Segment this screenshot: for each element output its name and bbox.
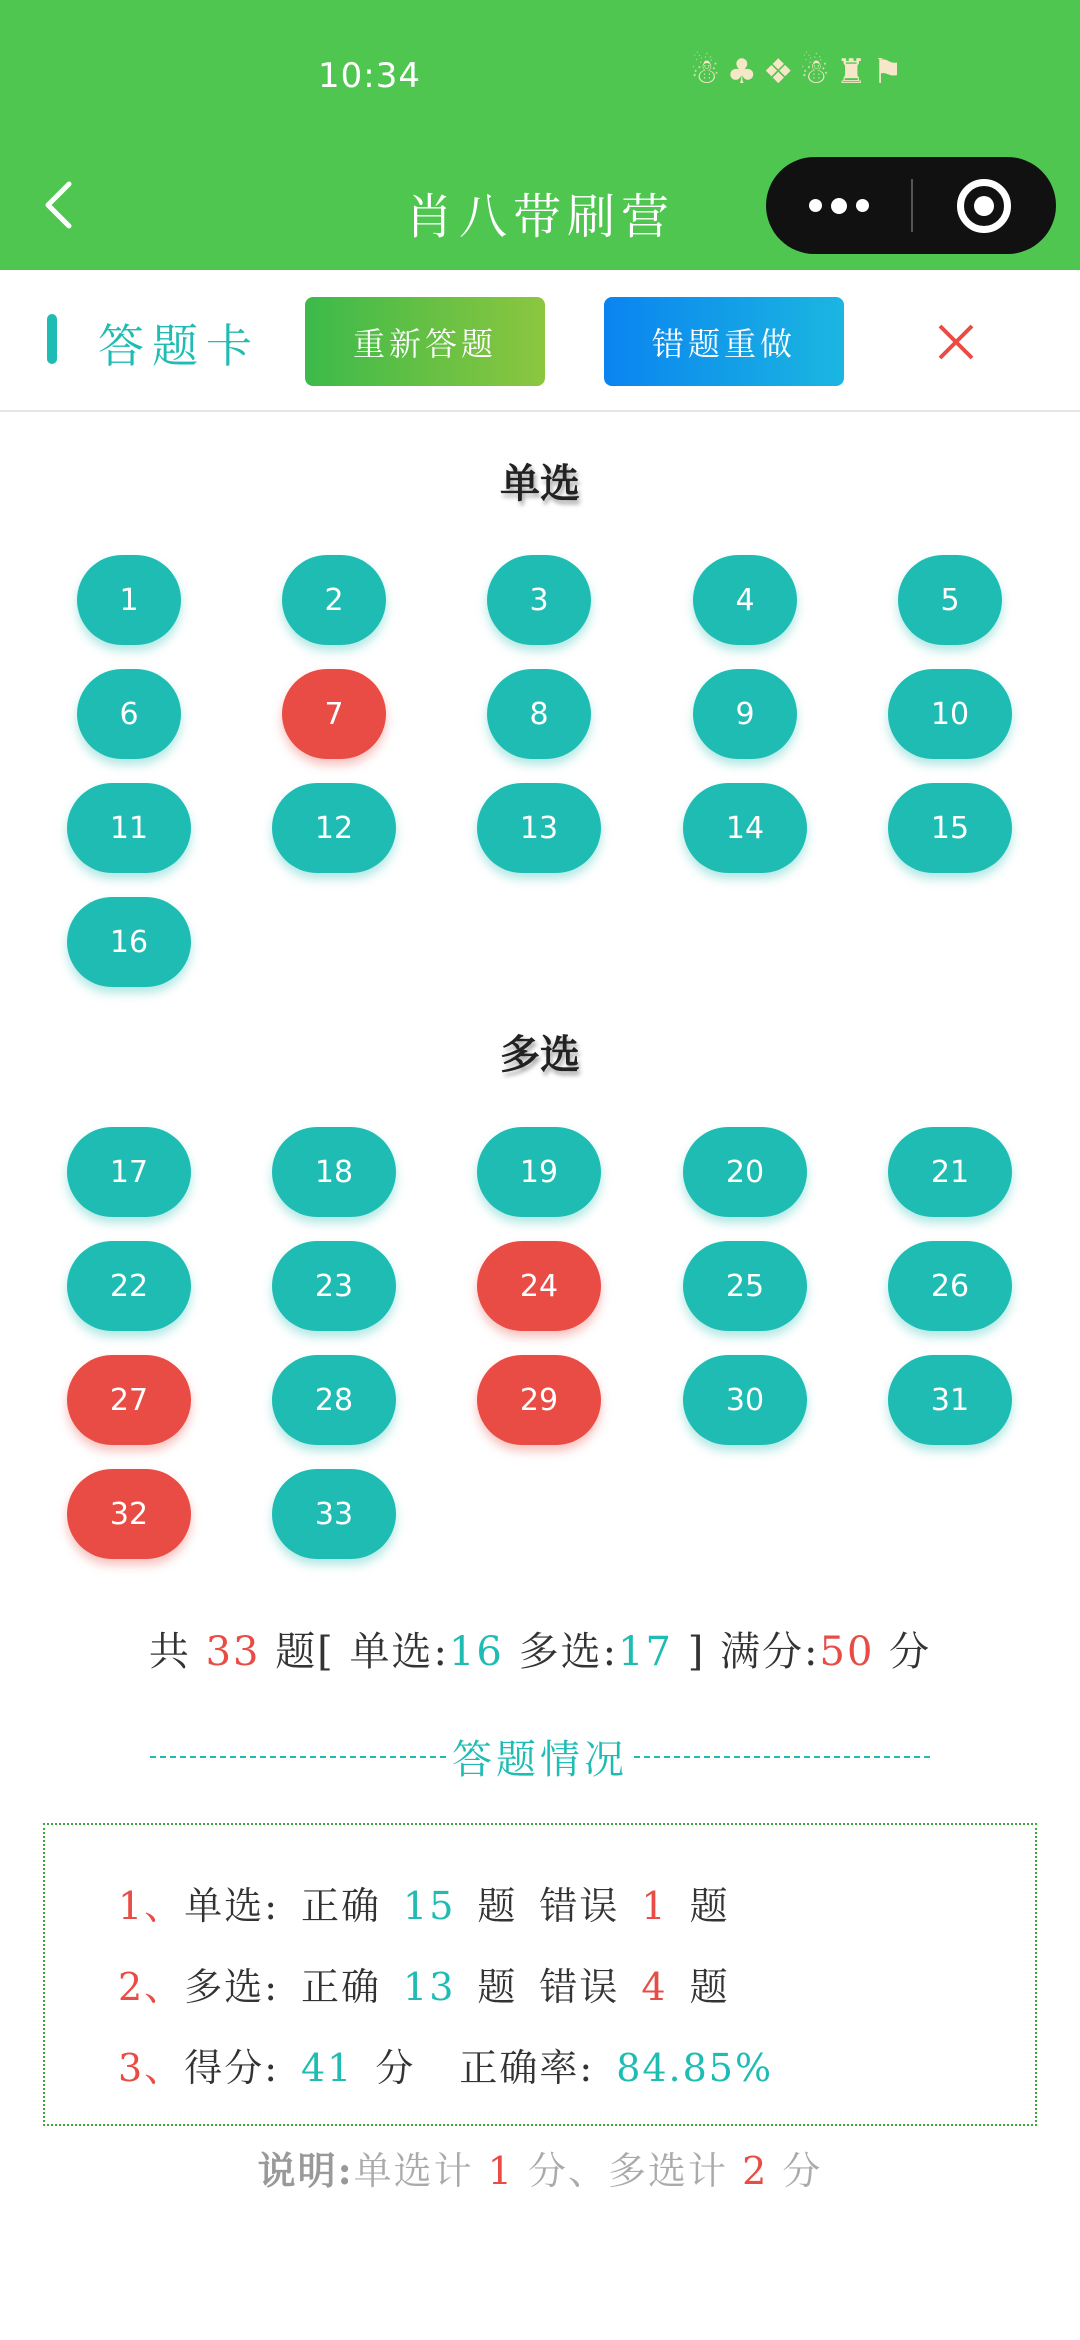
single-choice-grid bbox=[0, 555, 1080, 995]
question-button-16[interactable]: 16 bbox=[67, 897, 191, 987]
gingerbread-icon: ☃ bbox=[690, 52, 721, 92]
unit: 题 bbox=[689, 1884, 730, 1928]
scoring-note bbox=[0, 2140, 1080, 2195]
question-button-15[interactable]: 15 bbox=[888, 783, 1012, 873]
question-button-17[interactable]: 17 bbox=[67, 1127, 191, 1217]
more-dot-icon bbox=[831, 198, 847, 214]
status-time: 10:34 bbox=[318, 56, 421, 96]
header-bar bbox=[0, 0, 1080, 270]
summary-text: ] 满分: bbox=[673, 1629, 820, 1675]
results-divider bbox=[150, 1728, 930, 1785]
multi-choice-heading: 多选 bbox=[500, 1031, 580, 1078]
wrong-count: 4 bbox=[641, 1965, 668, 2009]
question-button-18[interactable]: 18 bbox=[272, 1127, 396, 1217]
question-button-5[interactable]: 5 bbox=[898, 555, 1002, 645]
question-button-11[interactable]: 11 bbox=[67, 783, 191, 873]
result-row-single bbox=[118, 1875, 730, 1930]
question-button-29[interactable]: 29 bbox=[477, 1355, 601, 1445]
accuracy-rate: 84.85% bbox=[616, 2046, 774, 2090]
more-dot-icon bbox=[856, 199, 869, 212]
summary-text: 分 bbox=[874, 1629, 932, 1675]
banner-icon: ⚑ bbox=[872, 52, 903, 92]
question-button-33[interactable]: 33 bbox=[272, 1469, 396, 1559]
note-text: 分 bbox=[782, 2149, 823, 2193]
summary-text: 题[ 单选: bbox=[275, 1629, 449, 1675]
answer-card-toolbar bbox=[0, 270, 1080, 412]
wrong-label: 错误 bbox=[539, 1965, 620, 2009]
page-title: 肖八带刷营 bbox=[404, 189, 675, 245]
question-button-7[interactable]: 7 bbox=[282, 669, 386, 759]
row-label: 单选: bbox=[184, 1884, 279, 1928]
question-button-10[interactable]: 10 bbox=[888, 669, 1012, 759]
unit: 题 bbox=[689, 1965, 730, 2009]
question-button-32[interactable]: 32 bbox=[67, 1469, 191, 1559]
question-button-22[interactable]: 22 bbox=[67, 1241, 191, 1331]
question-button-3[interactable]: 3 bbox=[487, 555, 591, 645]
row-index: 1、 bbox=[118, 1884, 185, 1928]
close-button[interactable] bbox=[934, 320, 978, 364]
rate-label: 正确率: bbox=[459, 2046, 595, 2090]
wrong-label: 错误 bbox=[539, 1884, 620, 1928]
results-heading: 答题情况 bbox=[452, 1737, 628, 1783]
multi-count: 17 bbox=[618, 1629, 673, 1675]
wrong-count: 1 bbox=[641, 1884, 668, 1928]
gift-icon: ❖ bbox=[762, 52, 794, 92]
question-button-23[interactable]: 23 bbox=[272, 1241, 396, 1331]
question-button-6[interactable]: 6 bbox=[77, 669, 181, 759]
result-row-score bbox=[118, 2037, 773, 2092]
more-dot-icon bbox=[809, 199, 822, 212]
row-label: 得分: bbox=[184, 2046, 279, 2090]
note-label: 说明: bbox=[257, 2148, 354, 2193]
status-decoration-icons bbox=[690, 52, 903, 92]
row-index: 2、 bbox=[118, 1965, 185, 2009]
cake-icon: ♜ bbox=[835, 52, 867, 92]
question-button-9[interactable]: 9 bbox=[693, 669, 797, 759]
cherry-icon: ♣ bbox=[726, 52, 757, 92]
result-row-multi bbox=[118, 1956, 730, 2011]
total-count: 33 bbox=[205, 1629, 261, 1675]
single-count: 16 bbox=[448, 1629, 504, 1675]
unit: 分 bbox=[375, 2046, 416, 2090]
question-button-1[interactable]: 1 bbox=[77, 555, 181, 645]
results-box bbox=[43, 1823, 1037, 2126]
correct-count: 13 bbox=[403, 1965, 456, 2009]
correct-label: 正确 bbox=[301, 1965, 382, 2009]
redo-wrong-button[interactable]: 错题重做 bbox=[604, 297, 844, 386]
question-button-2[interactable]: 2 bbox=[282, 555, 386, 645]
question-button-12[interactable]: 12 bbox=[272, 783, 396, 873]
multi-choice-grid bbox=[0, 1127, 1080, 1567]
question-button-28[interactable]: 28 bbox=[272, 1355, 396, 1445]
question-button-4[interactable]: 4 bbox=[693, 555, 797, 645]
correct-count: 15 bbox=[403, 1884, 456, 1928]
single-choice-heading: 单选 bbox=[500, 460, 580, 507]
correct-label: 正确 bbox=[301, 1884, 382, 1928]
summary-text: 多选: bbox=[503, 1629, 619, 1675]
question-button-25[interactable]: 25 bbox=[683, 1241, 807, 1331]
score-value: 41 bbox=[301, 2046, 354, 2090]
question-button-31[interactable]: 31 bbox=[888, 1355, 1012, 1445]
single-points: 1 bbox=[487, 2149, 514, 2193]
mini-program-capsule bbox=[766, 157, 1056, 254]
unit: 题 bbox=[477, 1965, 518, 2009]
question-button-14[interactable]: 14 bbox=[683, 783, 807, 873]
note-text: 单选计 bbox=[353, 2149, 474, 2193]
question-button-21[interactable]: 21 bbox=[888, 1127, 1012, 1217]
more-button[interactable] bbox=[766, 157, 911, 254]
close-icon bbox=[934, 320, 978, 364]
question-button-30[interactable]: 30 bbox=[683, 1355, 807, 1445]
question-button-26[interactable]: 26 bbox=[888, 1241, 1012, 1331]
note-text: 分、多选计 bbox=[528, 2149, 729, 2193]
row-label: 多选: bbox=[184, 1965, 279, 2009]
unit: 题 bbox=[477, 1884, 518, 1928]
question-button-13[interactable]: 13 bbox=[477, 783, 601, 873]
question-button-19[interactable]: 19 bbox=[477, 1127, 601, 1217]
gingerbread-icon: ☃ bbox=[799, 52, 830, 92]
question-button-8[interactable]: 8 bbox=[487, 669, 591, 759]
answer-card-title: 答题卡 bbox=[98, 319, 260, 373]
question-button-24[interactable]: 24 bbox=[477, 1241, 601, 1331]
full-score: 50 bbox=[819, 1629, 875, 1675]
close-miniprogram-button[interactable] bbox=[911, 157, 1056, 254]
summary-text: 共 bbox=[148, 1629, 191, 1675]
question-button-27[interactable]: 27 bbox=[67, 1355, 191, 1445]
redo-answers-button[interactable]: 重新答题 bbox=[305, 297, 545, 386]
summary-line bbox=[0, 1620, 1080, 1677]
multi-points: 2 bbox=[742, 2149, 769, 2193]
question-button-20[interactable]: 20 bbox=[683, 1127, 807, 1217]
row-index: 3、 bbox=[118, 2046, 185, 2090]
target-icon bbox=[957, 179, 1011, 233]
title-accent-bar bbox=[47, 314, 57, 364]
